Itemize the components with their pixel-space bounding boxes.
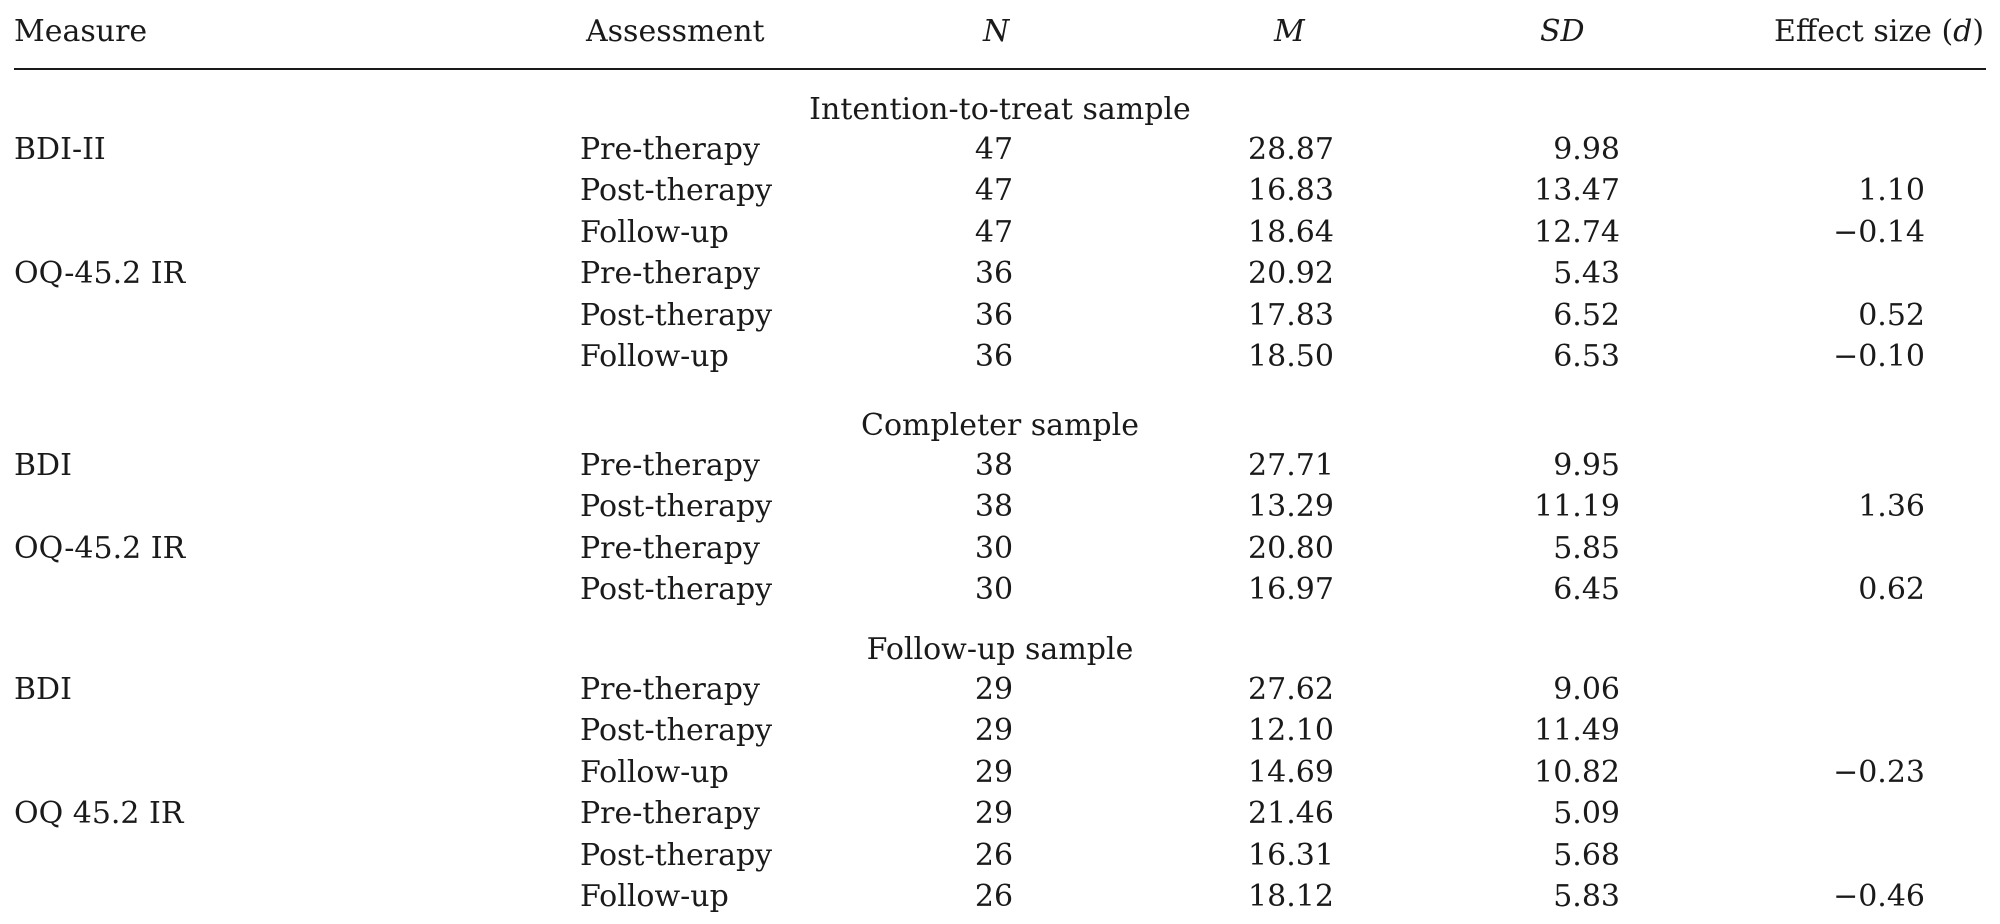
assessment-cell: Post-therapy — [580, 572, 773, 608]
n-cell-text: 36 — [974, 339, 1014, 374]
n-cell-text: 29 — [974, 754, 1014, 790]
effect-size-cell: 1.36 — [1858, 489, 1925, 525]
mean-cell-text: 20.92 — [1248, 256, 1334, 292]
n-cell-text: 29 — [974, 713, 1014, 749]
mean-cell-text: 18.12 — [1248, 879, 1334, 914]
assessment-cell: Pre-therapy — [580, 796, 760, 832]
n-cell-text: 47 — [974, 214, 1014, 250]
measure-cell: OQ-45.2 IR — [14, 530, 186, 566]
sd-cell: 12.74 — [1534, 214, 1620, 250]
measure-cell: BDI — [14, 672, 72, 707]
header-sd: SD — [1540, 14, 1585, 49]
sd-cell: 5.09 — [1553, 796, 1620, 832]
n-cell-text: 47 — [974, 173, 1014, 209]
mean-cell-text: 16.83 — [1248, 173, 1334, 209]
n-cell-text: 36 — [974, 256, 1014, 292]
mean-cell-text: 27.62 — [1248, 672, 1334, 707]
effect-size-cell: −0.46 — [1833, 879, 1925, 914]
n-cell-text: 47 — [974, 132, 1014, 167]
header-rule — [14, 68, 1986, 70]
mean-cell-text: 16.97 — [1248, 572, 1334, 608]
measure-cell: BDI — [14, 448, 72, 483]
mean-cell-text: 18.64 — [1248, 214, 1334, 250]
assessment-cell: Follow-up — [580, 879, 729, 914]
section-title: Intention-to-treat sample — [809, 92, 1191, 127]
n-cell-text: 30 — [974, 530, 1014, 566]
header-effect-prefix: Effect size ( — [1774, 14, 1954, 49]
assessment-cell: Pre-therapy — [580, 530, 760, 566]
mean-cell-text: 28.87 — [1248, 132, 1334, 167]
assessment-cell: Post-therapy — [580, 489, 773, 525]
mean-cell-text: 14.69 — [1248, 754, 1334, 790]
assessment-cell: Pre-therapy — [580, 256, 760, 292]
assessment-cell: Pre-therapy — [580, 672, 760, 707]
section-title: Follow-up sample — [866, 632, 1134, 667]
sd-cell: 9.98 — [1553, 132, 1620, 167]
header-m: M — [1274, 14, 1305, 49]
header-n: N — [983, 14, 1010, 49]
effect-size-cell: −0.14 — [1833, 214, 1925, 250]
effect-size-cell: 1.10 — [1858, 173, 1925, 209]
header-effect-size — [1774, 12, 1984, 52]
n-cell-text: 38 — [974, 448, 1014, 483]
header-assessment: Assessment — [586, 14, 765, 49]
header-effect-suffix: ) — [1972, 14, 1985, 49]
n-cell-text: 26 — [974, 837, 1014, 873]
mean-cell-text: 17.83 — [1248, 297, 1334, 333]
sd-cell: 6.45 — [1553, 572, 1620, 608]
n-cell-text: 38 — [974, 489, 1014, 525]
n-cell-text: 26 — [974, 879, 1014, 914]
sd-cell: 9.95 — [1553, 448, 1620, 483]
sd-cell: 6.53 — [1553, 339, 1620, 374]
sd-cell: 10.82 — [1534, 754, 1620, 790]
assessment-cell: Follow-up — [580, 339, 729, 374]
n-cell-text: 36 — [974, 297, 1014, 333]
assessment-cell: Post-therapy — [580, 837, 773, 873]
assessment-cell: Post-therapy — [580, 713, 773, 749]
effect-size-cell: −0.23 — [1833, 754, 1925, 790]
sd-cell: 5.83 — [1553, 879, 1620, 914]
assessment-cell: Follow-up — [580, 754, 729, 790]
n-cell-text: 30 — [974, 572, 1014, 608]
sd-cell: 6.52 — [1553, 297, 1620, 333]
measure-cell: OQ-45.2 IR — [14, 256, 186, 292]
sd-cell: 5.68 — [1553, 837, 1620, 873]
sd-cell: 5.43 — [1553, 256, 1620, 292]
header-measure: Measure — [14, 14, 148, 49]
sd-cell: 5.85 — [1553, 530, 1620, 566]
header-effect-var: d — [1953, 14, 1973, 49]
mean-cell-text: 21.46 — [1248, 796, 1334, 832]
n-cell-text: 29 — [974, 672, 1014, 707]
section-title: Completer sample — [861, 408, 1139, 443]
sd-cell: 9.06 — [1553, 672, 1620, 707]
assessment-cell: Follow-up — [580, 214, 729, 250]
mean-cell-text: 13.29 — [1248, 489, 1334, 525]
measure-cell: BDI-II — [14, 132, 106, 167]
mean-cell-text: 20.80 — [1248, 530, 1334, 566]
mean-cell-text: 27.71 — [1248, 448, 1334, 483]
assessment-cell: Post-therapy — [580, 297, 773, 333]
effect-size-cell: 0.62 — [1858, 572, 1925, 608]
mean-cell-text: 16.31 — [1248, 837, 1334, 873]
sd-cell: 11.19 — [1534, 489, 1620, 525]
mean-cell-text: 12.10 — [1248, 713, 1334, 749]
assessment-cell: Pre-therapy — [580, 132, 760, 167]
mean-cell-text: 18.50 — [1248, 339, 1334, 374]
n-cell-text: 29 — [974, 796, 1014, 832]
assessment-cell: Pre-therapy — [580, 448, 760, 483]
sd-cell: 13.47 — [1534, 173, 1620, 209]
effect-size-cell: 0.52 — [1858, 297, 1925, 333]
measure-cell: OQ 45.2 IR — [14, 796, 184, 832]
sd-cell: 11.49 — [1534, 713, 1620, 749]
assessment-cell: Post-therapy — [580, 173, 773, 209]
effect-size-cell: −0.10 — [1833, 339, 1925, 374]
